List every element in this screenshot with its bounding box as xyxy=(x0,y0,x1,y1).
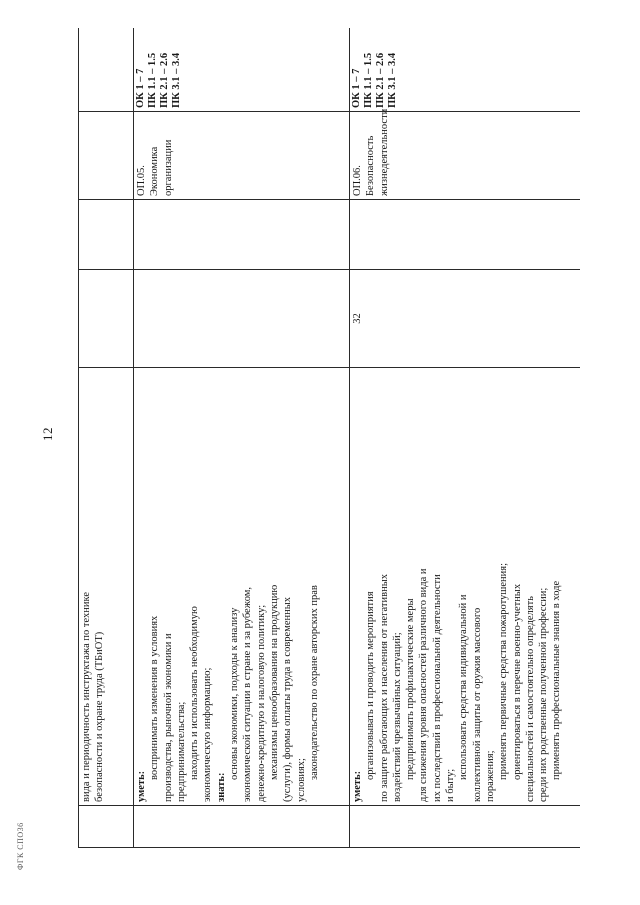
index-cell xyxy=(350,200,581,270)
table-row xyxy=(79,28,134,848)
section-heading: уметь: xyxy=(352,770,363,802)
margin-cell xyxy=(350,806,581,848)
description-cell xyxy=(350,368,581,806)
description-line: законодательство по охране авторских прав xyxy=(308,585,320,780)
competency-code: ОК 1 – 7 xyxy=(351,68,362,108)
hours-cell xyxy=(79,270,134,368)
description-cell xyxy=(134,368,350,806)
document-stamp: ФГК СПО36 xyxy=(16,822,25,870)
discipline-cell xyxy=(79,112,134,200)
description-line: (услуги), формы оплаты труда в современных xyxy=(282,596,294,802)
description-line: денежно-кредитную и налоговую политику; xyxy=(255,604,267,802)
section-heading: уметь: xyxy=(136,770,147,802)
competency-table-frame xyxy=(78,28,580,848)
description-line: воздействий чрезвычайных ситуаций; xyxy=(391,632,403,802)
competency-code: ПК 2.1 – 2.6 xyxy=(375,52,386,108)
description-line: поражения; xyxy=(484,750,496,802)
margin-cell xyxy=(79,806,134,848)
description-line: применять первичные средства пожаротушения; xyxy=(498,562,510,780)
description-line: специальностей и самостоятельно определять xyxy=(524,596,536,802)
description-line: экономической ситуации в стране и за рубежом, xyxy=(242,586,254,802)
description-line: для снижения уровня опасностей различного вида и xyxy=(418,568,430,802)
competency-code: ПК 1.1 – 1.5 xyxy=(363,52,374,108)
description-line: основы экономики, подходы к анализу xyxy=(229,607,241,780)
competency-code: ПК 1.1 – 1.5 xyxy=(147,52,158,108)
competency-code: ОК 1 – 7 xyxy=(135,68,146,108)
description-line: среди них родственные полученной профессии; xyxy=(538,587,550,802)
hours-cell xyxy=(134,270,350,368)
competency-table xyxy=(78,28,580,848)
competency-code: ПК 3.1 – 3.4 xyxy=(171,52,182,108)
description-line: и быту; xyxy=(445,768,457,802)
index-cell xyxy=(134,200,350,270)
index-cell xyxy=(79,200,134,270)
description-line: применять профессиональные знания в ходе xyxy=(551,580,563,780)
description-line: воспринимать изменения в условиях xyxy=(149,615,161,780)
section-heading: знать: xyxy=(215,772,227,802)
page-number: 12 xyxy=(40,427,55,441)
description-line: их последствий в профессиональной деятельности xyxy=(431,574,443,802)
description-line: экономическую информацию; xyxy=(202,667,214,802)
description-line: предпринимать профилактические меры xyxy=(405,598,417,780)
competency-code: ПК 2.1 – 2.6 xyxy=(159,52,170,108)
table-row xyxy=(134,28,350,848)
discipline-cell: ОП.05. Экономика организации xyxy=(134,112,350,200)
description-cell xyxy=(79,368,134,806)
competency-codes-cell xyxy=(79,28,134,112)
description-line: вида и периодичность инструктажа по технике xyxy=(81,591,92,802)
description-line: производства, рыночной экономики и xyxy=(162,633,174,802)
description-line: условиях; xyxy=(295,758,307,802)
description-line: использовать средства индивидуальной и xyxy=(458,594,470,780)
description-line: предпринимательства; xyxy=(175,701,187,802)
description-line: безопасности и охране труда (ТБиОТ) xyxy=(94,631,106,802)
description-line: по защите работающих и населения от негативных xyxy=(378,573,390,802)
table-row xyxy=(350,28,581,848)
competency-codes-cell xyxy=(134,28,350,112)
discipline-cell: ОП.06. Безопасность жизнедеятельности xyxy=(350,112,581,200)
description-line: организовывать и проводить мероприятия xyxy=(365,591,377,780)
description-line: коллективной защиты от оружия массового xyxy=(471,607,483,802)
description-line: находить и использовать необходимую xyxy=(189,606,201,780)
margin-cell xyxy=(134,806,350,848)
competency-codes-cell xyxy=(350,28,581,112)
hours-cell: 32 xyxy=(350,270,581,368)
description-line: ориентироваться в перечне военно-учетных xyxy=(511,583,523,780)
rotated-page-content xyxy=(78,28,580,848)
description-line: механизмы ценообразования на продукцию xyxy=(268,584,280,780)
competency-code: ПК 3.1 – 3.4 xyxy=(387,52,398,108)
